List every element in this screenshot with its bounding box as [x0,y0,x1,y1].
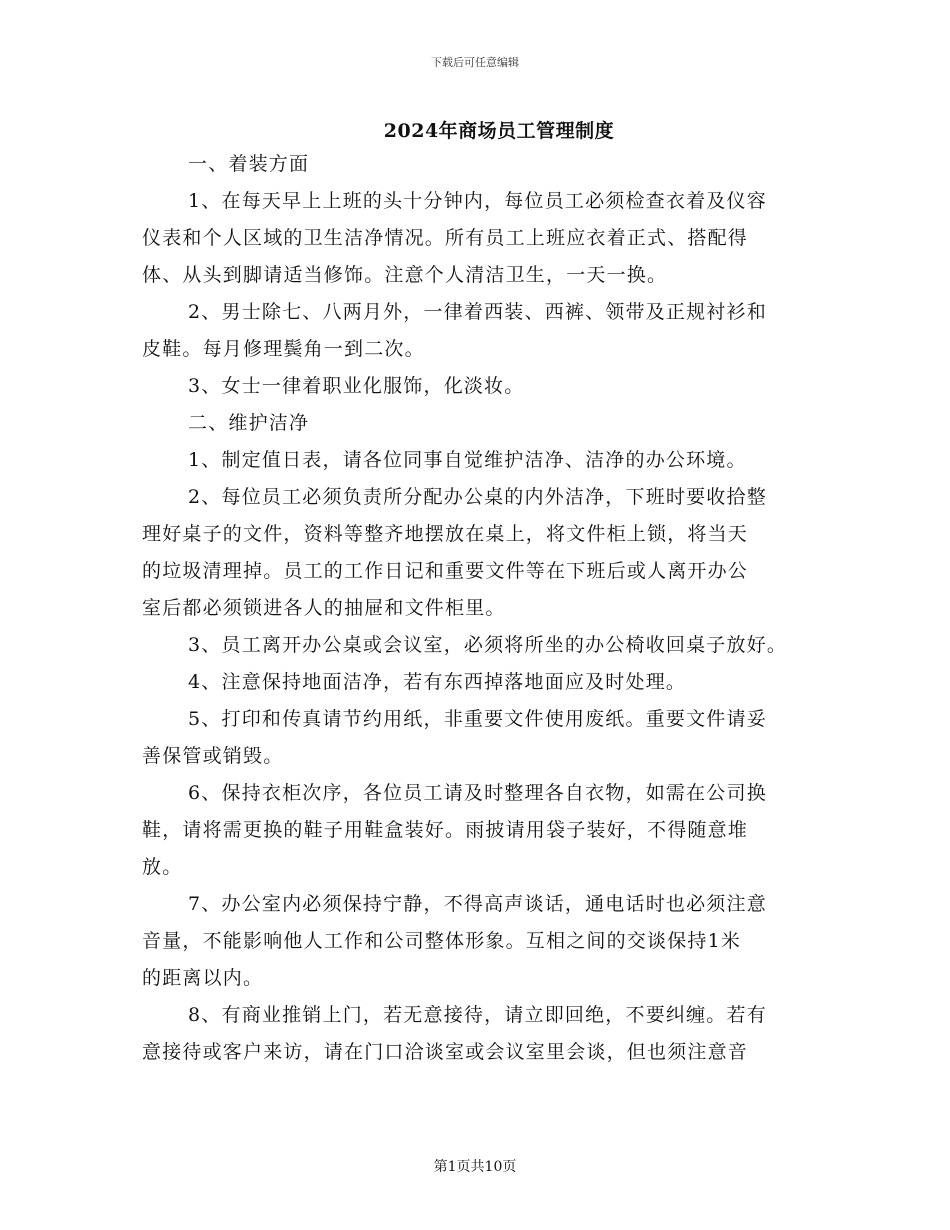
paragraph-line: 3、员工离开办公桌或会议室，必须将所坐的办公椅收回桌子放好。 [188,634,788,656]
paragraph-line: 皮鞋。每月修理鬓角一到二次。 [142,338,425,360]
header-note: 下载后可任意编辑 [431,56,519,69]
paragraph-line: 4、注意保持地面洁净，若有东西掉落地面应及时处理。 [188,671,687,693]
paragraph-line: 7、办公室内必须保持宁静，不得高声谈话，通电话时也必须注意 [188,893,767,915]
paragraph-line: 理好桌子的文件，资料等整齐地摆放在桌上，将文件柜上锁，将当天 [142,523,749,545]
paragraph-line: 8、有商业推销上门，若无意接待，请立即回绝，不要纠缠。若有 [188,1004,767,1026]
paragraph-line: 音量，不能影响他人工作和公司整体形象。互相之间的交谈保持1米 [142,930,742,952]
paragraph-line: 3、女士一律着职业化服饰，化淡妆。 [188,375,525,397]
paragraph-line: 体、从头到脚请适当修饰。注意个人清洁卫生，一天一换。 [142,264,668,286]
paragraph-line: 5、打印和传真请节约用纸，非重要文件使用废纸。重要文件请妥 [188,708,767,730]
section-heading: 二、维护洁净 [188,412,310,434]
paragraph-line: 鞋，请将需更换的鞋子用鞋盒装好。雨披请用袋子装好，不得随意堆 [142,819,749,841]
paragraph-line: 1、在每天早上上班的头十分钟内，每位员工必须检查衣着及仪容 [188,190,767,212]
page-number-footer: 第1页共10页 [433,1159,517,1175]
paragraph-line: 的垃圾清理掉。员工的工作日记和重要文件等在下班后或人离开办公 [142,560,749,582]
paragraph-line: 室后都必须锁进各人的抽屉和文件柜里。 [142,597,506,619]
document-title: 2024年商场员工管理制度 [383,120,615,142]
paragraph-line: 放。 [142,856,183,878]
paragraph-line: 仪表和个人区域的卫生洁净情况。所有员工上班应衣着正式、搭配得 [142,227,749,249]
section-heading: 一、着装方面 [188,153,310,175]
paragraph-line: 6、保持衣柜次序，各位员工请及时整理各自衣物，如需在公司换 [188,782,767,804]
paragraph-line: 善保管或销毁。 [142,745,284,767]
paragraph-line: 的距离以内。 [142,967,264,989]
paragraph-line: 2、男士除七、八两月外，一律着西装、西裤、领带及正规衬衫和 [188,301,767,323]
paragraph-line: 2、每位员工必须负责所分配办公桌的内外洁净，下班时要收拾整 [188,486,767,508]
paragraph-line: 1、制定值日表，请各位同事自觉维护洁净、洁净的办公环境。 [188,449,747,471]
paragraph-line: 意接待或客户来访，请在门口洽谈室或会议室里会谈，但也须注意音 [142,1041,749,1063]
